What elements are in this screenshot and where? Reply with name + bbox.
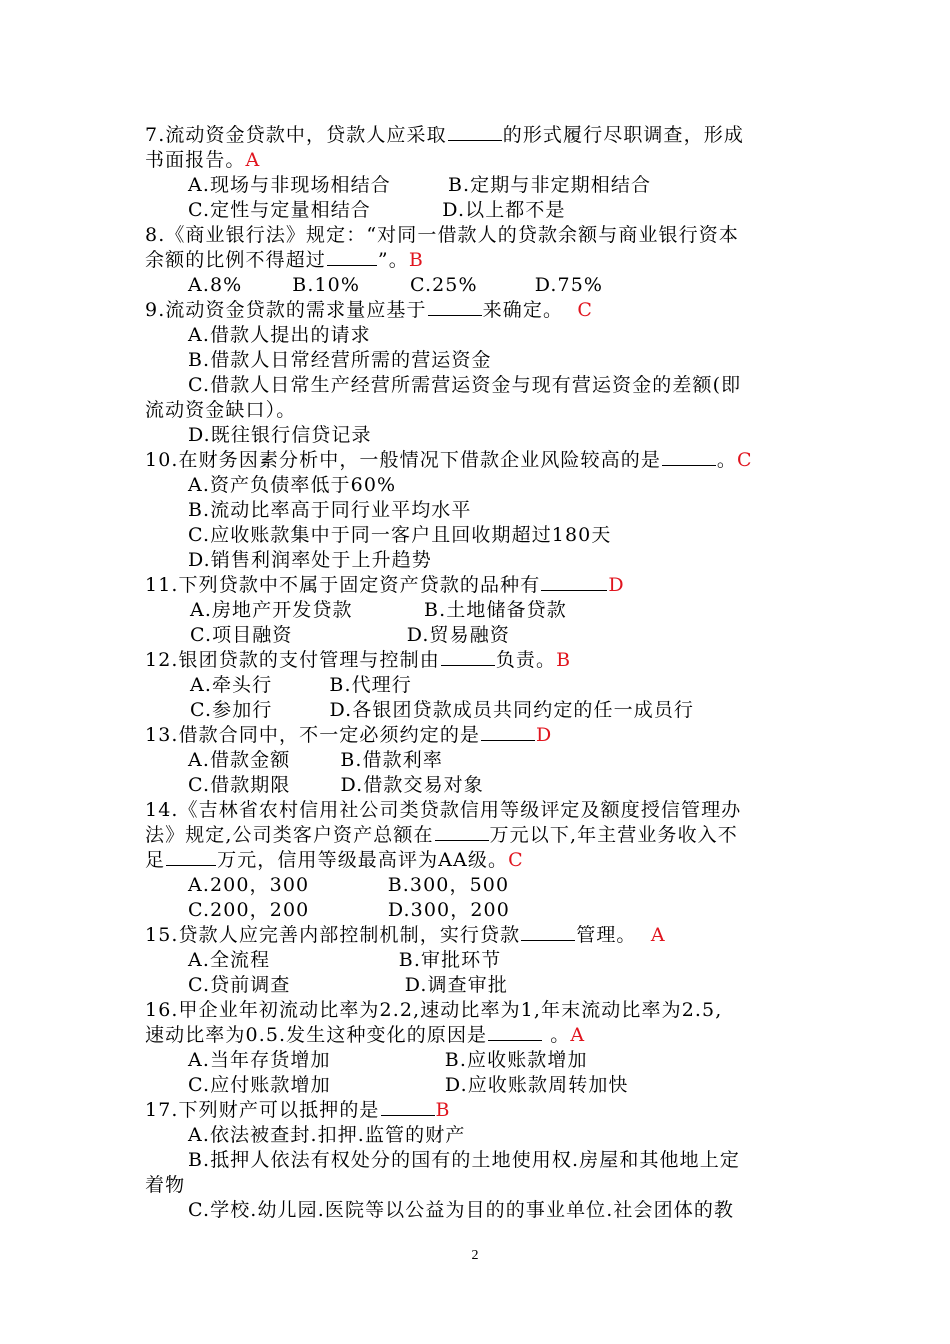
- line-text: 管理。: [576, 924, 651, 946]
- text-line: [188, 973, 508, 998]
- text-line: [188, 773, 484, 798]
- text-line: [145, 798, 741, 823]
- line-text: C.借款期限 D.借款交易对象: [188, 774, 484, 796]
- text-line: [145, 998, 722, 1023]
- line-text: C.定性与定量相结合 D.以上都不是: [188, 199, 566, 221]
- text-line: [145, 723, 551, 748]
- line-text: A.房地产开发贷款 B.土地储备贷款: [190, 599, 567, 621]
- text-line: [145, 123, 744, 148]
- text-line: [188, 1048, 588, 1073]
- text-line: [145, 1098, 450, 1123]
- fill-in-blank: [428, 298, 482, 316]
- text-line: [188, 198, 566, 223]
- line-text: C.应付账款增加 D.应收账款周转加快: [188, 1074, 629, 1096]
- line-text: 。: [716, 449, 738, 471]
- fill-in-blank: [488, 1023, 542, 1041]
- line-text: 来确定。: [482, 299, 578, 321]
- text-line: [188, 548, 432, 573]
- line-text: C.参加行 D.各银团贷款成员共同约定的任一成员行: [190, 699, 695, 721]
- text-line: [188, 273, 603, 298]
- line-text: 12.银团贷款的支付管理与控制由: [145, 649, 440, 671]
- line-text: 8.《商业银行法》规定：“对同一借款人的贷款余额与商业银行资本: [145, 224, 739, 246]
- text-line: [145, 923, 665, 948]
- line-text: 14.《吉林省农村信用社公司类贷款信用等级评定及额度授信管理办: [145, 799, 742, 821]
- answer-mark: B: [435, 1099, 450, 1121]
- text-line: [188, 748, 443, 773]
- fill-in-blank: [481, 723, 535, 741]
- text-line: [145, 398, 296, 423]
- line-text: C.200，200 D.300，200: [188, 899, 510, 921]
- line-text: 11.下列贷款中不属于固定资产贷款的品种有: [145, 574, 541, 596]
- text-line: [145, 223, 739, 248]
- text-line: [145, 298, 592, 323]
- answer-mark: A: [650, 924, 665, 946]
- answer-mark: C: [508, 849, 523, 871]
- fill-in-blank: [662, 448, 716, 466]
- line-text: A.现场与非现场相结合 B.定期与非定期相结合: [188, 174, 652, 196]
- text-line: [145, 148, 259, 173]
- line-text: 13.借款合同中，不一定必须约定的是: [145, 724, 481, 746]
- text-line: [188, 373, 741, 398]
- line-text: A.借款金额 B.借款利率: [188, 749, 443, 771]
- text-line: [145, 823, 738, 848]
- line-text: A.牵头行 B.代理行: [190, 674, 412, 696]
- line-text: A.8% B.10% C.25% D.75%: [188, 274, 604, 296]
- text-line: [188, 873, 509, 898]
- answer-mark: C: [737, 449, 752, 471]
- line-text: ”。: [377, 249, 409, 271]
- text-line: [145, 573, 624, 598]
- line-text: C.应收账款集中于同一客户且回收期超过180天: [188, 524, 612, 546]
- line-text: 余额的比例不得超过: [145, 249, 326, 271]
- fill-in-blank: [327, 248, 377, 266]
- line-text: 17.下列财产可以抵押的是: [145, 1099, 380, 1121]
- line-text: 足: [145, 849, 166, 871]
- line-text: 负责。: [495, 649, 557, 671]
- text-line: [188, 348, 492, 373]
- line-text: 。: [543, 1024, 571, 1046]
- fill-in-blank: [166, 848, 216, 866]
- text-line: [145, 248, 423, 273]
- text-line: [188, 523, 611, 548]
- text-line: [188, 1123, 465, 1148]
- text-line: [188, 323, 371, 348]
- text-line: [145, 648, 570, 673]
- text-line: [188, 1073, 629, 1098]
- answer-mark: C: [577, 299, 592, 321]
- line-text: 流动资金缺口）。: [145, 399, 297, 421]
- line-text: 7.流动资金贷款中，贷款人应采取: [145, 124, 447, 146]
- line-text: B.流动比率高于同行业平均水平: [188, 499, 472, 521]
- line-text: A.200，300 B.300，500: [188, 874, 510, 896]
- fill-in-blank: [435, 823, 489, 841]
- line-text: D.既往银行信贷记录: [188, 424, 372, 446]
- text-line: [188, 948, 501, 973]
- answer-mark: D: [536, 724, 552, 746]
- line-text: 10.在财务因素分析中，一般情况下借款企业风险较高的是: [145, 449, 661, 471]
- text-line: [145, 848, 523, 873]
- line-text: 16.甲企业年初流动比率为2.2,速动比率为1,年末流动比率为2.5,: [145, 999, 723, 1021]
- line-text: 速动比率为0.5.发生这种变化的原因是: [145, 1024, 488, 1046]
- fill-in-blank: [441, 648, 495, 666]
- line-text: 万元，信用等级最高评为AA级。: [217, 849, 509, 871]
- line-text: C.项目融资 D.贸易融资: [190, 624, 510, 646]
- line-text: A.当年存货增加 B.应收账款增加: [188, 1049, 588, 1071]
- text-line: [190, 598, 567, 623]
- line-text: 着物: [145, 1174, 186, 1196]
- text-line: [188, 1198, 734, 1223]
- line-text: C.贷前调查 D.调查审批: [188, 974, 508, 996]
- line-text: 9.流动资金贷款的需求量应基于: [145, 299, 427, 321]
- text-line: [188, 473, 396, 498]
- text-line: [188, 898, 510, 923]
- answer-mark: B: [556, 649, 571, 671]
- text-line: [188, 423, 372, 448]
- line-text: 万元以下,年主营业务收入不: [489, 824, 738, 846]
- line-text: 书面报告。: [145, 149, 246, 171]
- text-line: [188, 173, 651, 198]
- line-text: 15.贷款人应完善内部控制机制，实行贷款: [145, 924, 521, 946]
- fill-in-blank: [381, 1098, 435, 1116]
- text-line: [145, 448, 752, 473]
- answer-mark: D: [608, 574, 624, 596]
- fill-in-blank: [521, 923, 575, 941]
- line-text: A.全流程 B.审批环节: [188, 949, 502, 971]
- page-number: 2: [471, 1248, 479, 1263]
- fill-in-blank: [448, 123, 502, 141]
- text-line: [188, 498, 472, 523]
- line-text: C.借款人日常生产经营所需营运资金与现有营运资金的差额(即: [188, 374, 742, 396]
- line-text: A.借款人提出的请求: [188, 324, 371, 346]
- answer-mark: A: [245, 149, 260, 171]
- text-line: [145, 1173, 185, 1198]
- text-line: [190, 623, 510, 648]
- text-line: [188, 1148, 740, 1173]
- line-text: A.资产负债率低于60%: [188, 474, 397, 496]
- answer-mark: A: [570, 1024, 585, 1046]
- fill-in-blank: [541, 573, 607, 591]
- line-text: B.抵押人依法有权处分的国有的土地使用权.房屋和其他地上定: [188, 1149, 740, 1171]
- line-text: C.学校.幼儿园.医院等以公益为目的的事业单位.社会团体的教: [188, 1199, 735, 1221]
- answer-mark: B: [408, 249, 423, 271]
- line-text: D.销售利润率处于上升趋势: [188, 549, 432, 571]
- text-line: [190, 673, 412, 698]
- text-line: [190, 698, 694, 723]
- text-line: [145, 1023, 584, 1048]
- line-text: A.依法被查封.扣押.监管的财产: [188, 1124, 466, 1146]
- line-text: 法》规定,公司类客户资产总额在: [145, 824, 434, 846]
- line-text: 的形式履行尽职调查，形成: [502, 124, 744, 146]
- line-text: B.借款人日常经营所需的营运资金: [188, 349, 492, 371]
